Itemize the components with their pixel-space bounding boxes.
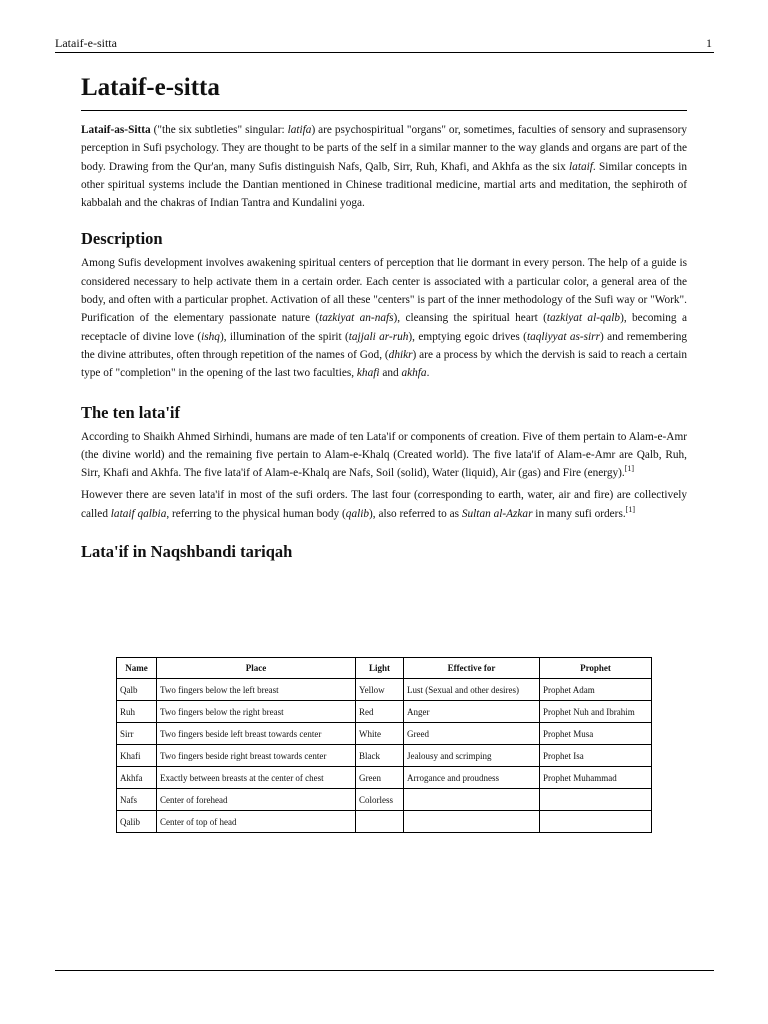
- italic-term: ishq: [201, 330, 220, 343]
- text-run: in many sufi orders.: [532, 507, 626, 520]
- table-cell: Yellow: [356, 679, 404, 701]
- italic-term: qalib: [345, 507, 370, 520]
- table-cell: Prophet Nuh and Ibrahim: [540, 701, 652, 723]
- text-run: ), illumination of the spirit (: [219, 330, 349, 343]
- text-run: , referring to the physical human body (: [166, 507, 346, 520]
- italic-term: tazkiyat al-qalb: [546, 312, 621, 325]
- page-number: 1: [706, 36, 712, 50]
- table-header-row: [117, 658, 652, 679]
- table-cell: Center of top of head: [157, 811, 356, 833]
- italic-term: tazkiyat an-nafs: [319, 312, 394, 325]
- table-cell: Red: [356, 701, 404, 723]
- table-cell: Colorless: [356, 789, 404, 811]
- section-heading-description: Description: [81, 229, 163, 249]
- table-cell: Anger: [404, 701, 540, 723]
- text-run: However there are seven lata'if in most of the sufi orders. The last four (corresponding to earth, water, air and fire) are collectively called: [81, 489, 687, 520]
- italic-term: latifa: [287, 124, 312, 136]
- text-run: and: [379, 367, 402, 380]
- table-cell: Two fingers beside right breast towards center: [157, 745, 356, 767]
- table-row: [117, 767, 652, 789]
- column-header-name: Name: [117, 658, 157, 679]
- table-row: [117, 811, 652, 833]
- table-cell: Prophet Muhammad: [540, 767, 652, 789]
- table-cell: Ruh: [117, 701, 157, 723]
- table-cell: Two fingers below the left breast: [157, 679, 356, 701]
- italic-term: Sultan al-Azkar: [461, 507, 533, 520]
- table-cell: Black: [356, 745, 404, 767]
- text-run: ), also referred to as: [369, 507, 462, 520]
- text-run: ), cleansing the spiritual heart (: [393, 312, 547, 325]
- table-cell: Prophet Adam: [540, 679, 652, 701]
- running-header: [55, 34, 714, 53]
- text-run: ) are psychospiritual "organs" or, sometimes, faculties of sensory and suprasensory perception in Sufi psychology. They are thought to be parts of the self in a similar manner to the way glands and organs are part of the body. Drawing from the Qur'an, many Sufis distinguish Nafs, Qalb, Sirr, Ruh, Khafi, and Akhfa as the six: [81, 124, 688, 173]
- table-cell: Two fingers below the right breast: [157, 701, 356, 723]
- italic-term: taqliyyat as-sirr: [526, 330, 600, 343]
- italic-term: tajjali ar-ruh: [348, 330, 409, 343]
- text-run: . Similar concepts in other spiritual systems include the Dantian mentioned in Chinese traditional medicine, martial arts and meditation, the sephiroth of kabbalah and the chakras of Indian Tantra and Kundalini yoga.: [81, 160, 687, 210]
- intro-paragraph: [81, 121, 687, 212]
- citation-link[interactable]: [1]: [625, 504, 635, 514]
- text-run: According to Shaikh Ahmed Sirhindi, humans are made of ten Lata'if or components of creation. Five of them pertain to Alam-e-Amr (the divine world) and the remaining five pertain to Alam-e-Khalq (Created world). The five lata'if of Alam-e-Amr are Qalb, Ruh, Sirr, Khafi and Akhfa. The five lata'if of Alam-e-Khalq are Nafs, Soil (solid), Water (liquid), Air (gas) and Fire (energy).: [81, 430, 687, 480]
- section-heading-ten-lataif: The ten lata'if: [81, 402, 180, 422]
- table-cell: Center of forehead: [157, 789, 356, 811]
- citation-link[interactable]: [1]: [624, 464, 635, 474]
- table-row: [117, 745, 652, 767]
- table-cell: [404, 811, 540, 833]
- table-row: [117, 789, 652, 811]
- table-cell: Green: [356, 767, 404, 789]
- table-cell: Exactly between breasts at the center of chest: [157, 767, 356, 789]
- description-paragraph: [81, 254, 687, 382]
- table-cell: Two fingers beside left breast towards center: [157, 723, 356, 745]
- table-cell: Qalb: [117, 679, 157, 701]
- italic-term: khafi: [356, 367, 380, 380]
- table-cell: Qalib: [117, 811, 157, 833]
- table-cell: Sirr: [117, 723, 157, 745]
- table-cell: Greed: [404, 723, 540, 745]
- text-run: ) are a process by which the dervish is said to reach a certain type of "completion" in the opening of the last two faculties,: [81, 348, 687, 380]
- footer-rule: [55, 970, 714, 971]
- table-row: [117, 701, 652, 723]
- article-content: [81, 72, 687, 563]
- ten-lataif-paragraph-1: [81, 428, 687, 483]
- text-run: ), becoming a receptacle of divine love (: [81, 312, 687, 343]
- italic-term: lataif qalbia: [110, 507, 167, 520]
- table-cell: Arrogance and proudness: [404, 767, 540, 789]
- table-cell: Prophet Musa: [540, 723, 652, 745]
- italic-term: dhikr: [388, 348, 413, 361]
- section-heading-naqshbandi: Lata'if in Naqshbandi tariqah: [81, 542, 293, 562]
- table-cell: [356, 811, 404, 833]
- table-cell: [540, 811, 652, 833]
- text-run: ) and remembering the divine attributes, often through repetition of the names of God, (: [81, 330, 688, 361]
- column-header-place: Place: [157, 658, 356, 679]
- column-header-effective-for: Effective for: [404, 658, 540, 679]
- table-cell: Lust (Sexual and other desires): [404, 679, 540, 701]
- table-cell: Nafs: [117, 789, 157, 811]
- italic-term: lataif: [569, 160, 593, 173]
- bold-term: Lataif-as-Sitta: [81, 124, 151, 136]
- ten-lataif-paragraph-2: [81, 486, 687, 523]
- text-run: .: [426, 367, 430, 380]
- lataif-table: [116, 657, 652, 833]
- table-cell: White: [356, 723, 404, 745]
- table-row: [117, 679, 652, 701]
- column-header-light: Light: [356, 658, 404, 679]
- table-row: [117, 723, 652, 745]
- table-cell: [540, 789, 652, 811]
- table-cell: Jealousy and scrimping: [404, 745, 540, 767]
- table-cell: Khafi: [117, 745, 157, 767]
- table-cell: Prophet Isa: [540, 745, 652, 767]
- text-run: ), emptying egoic drives (: [408, 330, 527, 343]
- table-cell: [404, 789, 540, 811]
- running-header-title: Lataif-e-sitta: [55, 36, 117, 50]
- table-cell: Akhfa: [117, 767, 157, 789]
- column-header-prophet: Prophet: [540, 658, 652, 679]
- text-run: Among Sufis development involves awakening spiritual centers of perception that lie dormant in every person. The help of a guide is considered necessary to help activate them in a certain order. Each center is associated with a particular color, a general area of the body, and often with a particular prophet. Activation of all these "centers" is part of the inner methodology of the Sufi way or "Work". Purification of the elementary passionate nature (: [81, 257, 687, 325]
- italic-term: akhfa: [401, 367, 427, 380]
- page-title: Lataif-e-sitta: [81, 72, 687, 111]
- text-run: ("the six subtleties" singular:: [150, 124, 288, 136]
